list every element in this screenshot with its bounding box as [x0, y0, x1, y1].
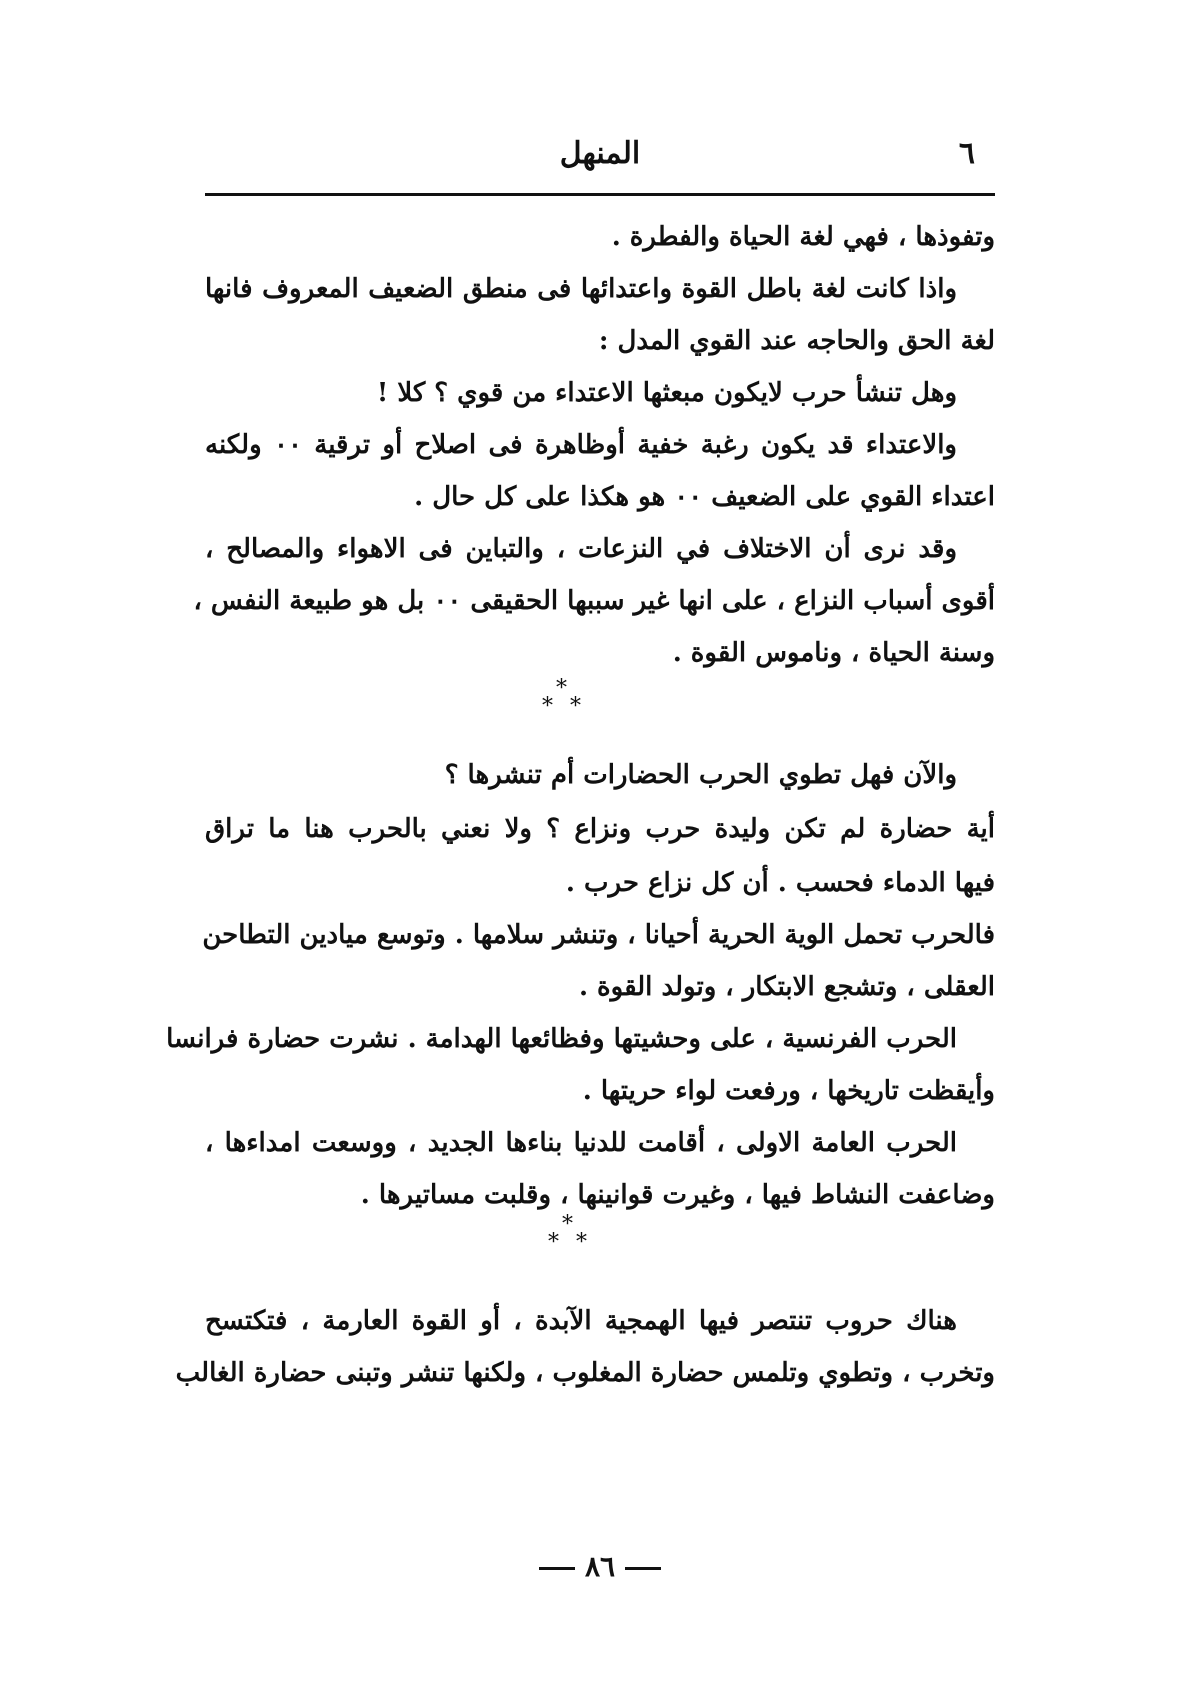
text-line: الحرب الفرنسية ، على وحشيتها وفظائعها الهدامة . نشرت حضارة فرانسا	[166, 1024, 957, 1054]
text-line: وتخرب ، وتطوي وتلمس حضارة المغلوب ، ولكنها تنشر وتبنى حضارة الغالب	[175, 1358, 995, 1388]
text-line: واذا كانت لغة باطل القوة واعتدائها فى منطق الضعيف المعروف فانها	[205, 274, 957, 304]
text-line: وقد نرى أن الاختلاف في النزعات ، والتباين فى الاهواء والمصالح ،	[205, 534, 957, 564]
footer-dash	[539, 1567, 575, 1570]
footer-dash	[625, 1567, 661, 1570]
text-line: وهل تنشأ حرب لايكون مبعثها الاعتداء من قوي ؟ كلا !	[376, 378, 957, 408]
text-line: وسنة الحياة ، وناموس القوة .	[672, 638, 995, 668]
text-line: وأيقظت تاريخها ، ورفعت لواء حريتها .	[582, 1076, 995, 1106]
asterisk-icon: *	[542, 694, 553, 719]
asterisk-icon: *	[548, 1230, 559, 1255]
text-line: العقلى ، وتشجع الابتكار ، وتولد القوة .	[578, 972, 995, 1002]
text-line: وتفوذها ، فهي لغة الحياة والفطرة .	[611, 222, 995, 252]
text-line: لغة الحق والحاجه عند القوي المدل :	[598, 326, 995, 356]
text-line: وضاعفت النشاط فيها ، وغيرت قوانينها ، وقلبت مساتيرها .	[360, 1180, 995, 1210]
text-line: الحرب العامة الاولى ، أقامت للدنيا بناءها الجديد ، ووسعت امداءها ،	[205, 1128, 957, 1158]
text-line: فالحرب تحمل الوية الحرية أحيانا ، وتنشر سلامها . وتوسع ميادين التطاحن	[202, 920, 995, 950]
text-line: فيها الدماء فحسب . أن كل نزاع حرب .	[565, 868, 995, 898]
header-page-number: ٦	[958, 136, 975, 171]
text-line: هناك حروب تنتصر فيها الهمجية الآبدة ، أو القوة العارمة ، فتكتسح	[205, 1306, 957, 1336]
asterisk-icon: *	[556, 676, 567, 701]
header-rule	[205, 193, 995, 196]
asterisk-icon: *	[576, 1230, 587, 1255]
asterisk-icon: *	[562, 1212, 573, 1237]
text-line: والاعتداء قد يكون رغبة خفية أوظاهرة فى اصلاح أو ترقية ٠٠ ولكنه	[205, 430, 957, 460]
text-line: اعتداء القوي على الضعيف ٠٠ هو هكذا على كل حال .	[414, 482, 995, 512]
text-line: أقوى أسباب النزاع ، على انها غير سببها الحقيقى ٠٠ بل هو طبيعة النفس ،	[193, 586, 995, 616]
section-separator	[0, 678, 1200, 728]
text-line: أية حضارة لم تكن وليدة حرب ونزاع ؟ ولا نعني بالحرب هنا ما تراق	[205, 814, 995, 844]
text-line: والآن فهل تطوي الحرب الحضارات أم تنشرها ؟	[444, 760, 957, 790]
page-footer	[0, 1550, 1200, 1583]
section-separator	[0, 1214, 1200, 1264]
page-header	[205, 118, 995, 178]
footer-page-number: ٨٦	[584, 1550, 616, 1583]
asterisk-icon: *	[570, 694, 581, 719]
journal-title: المنهل	[559, 136, 641, 171]
